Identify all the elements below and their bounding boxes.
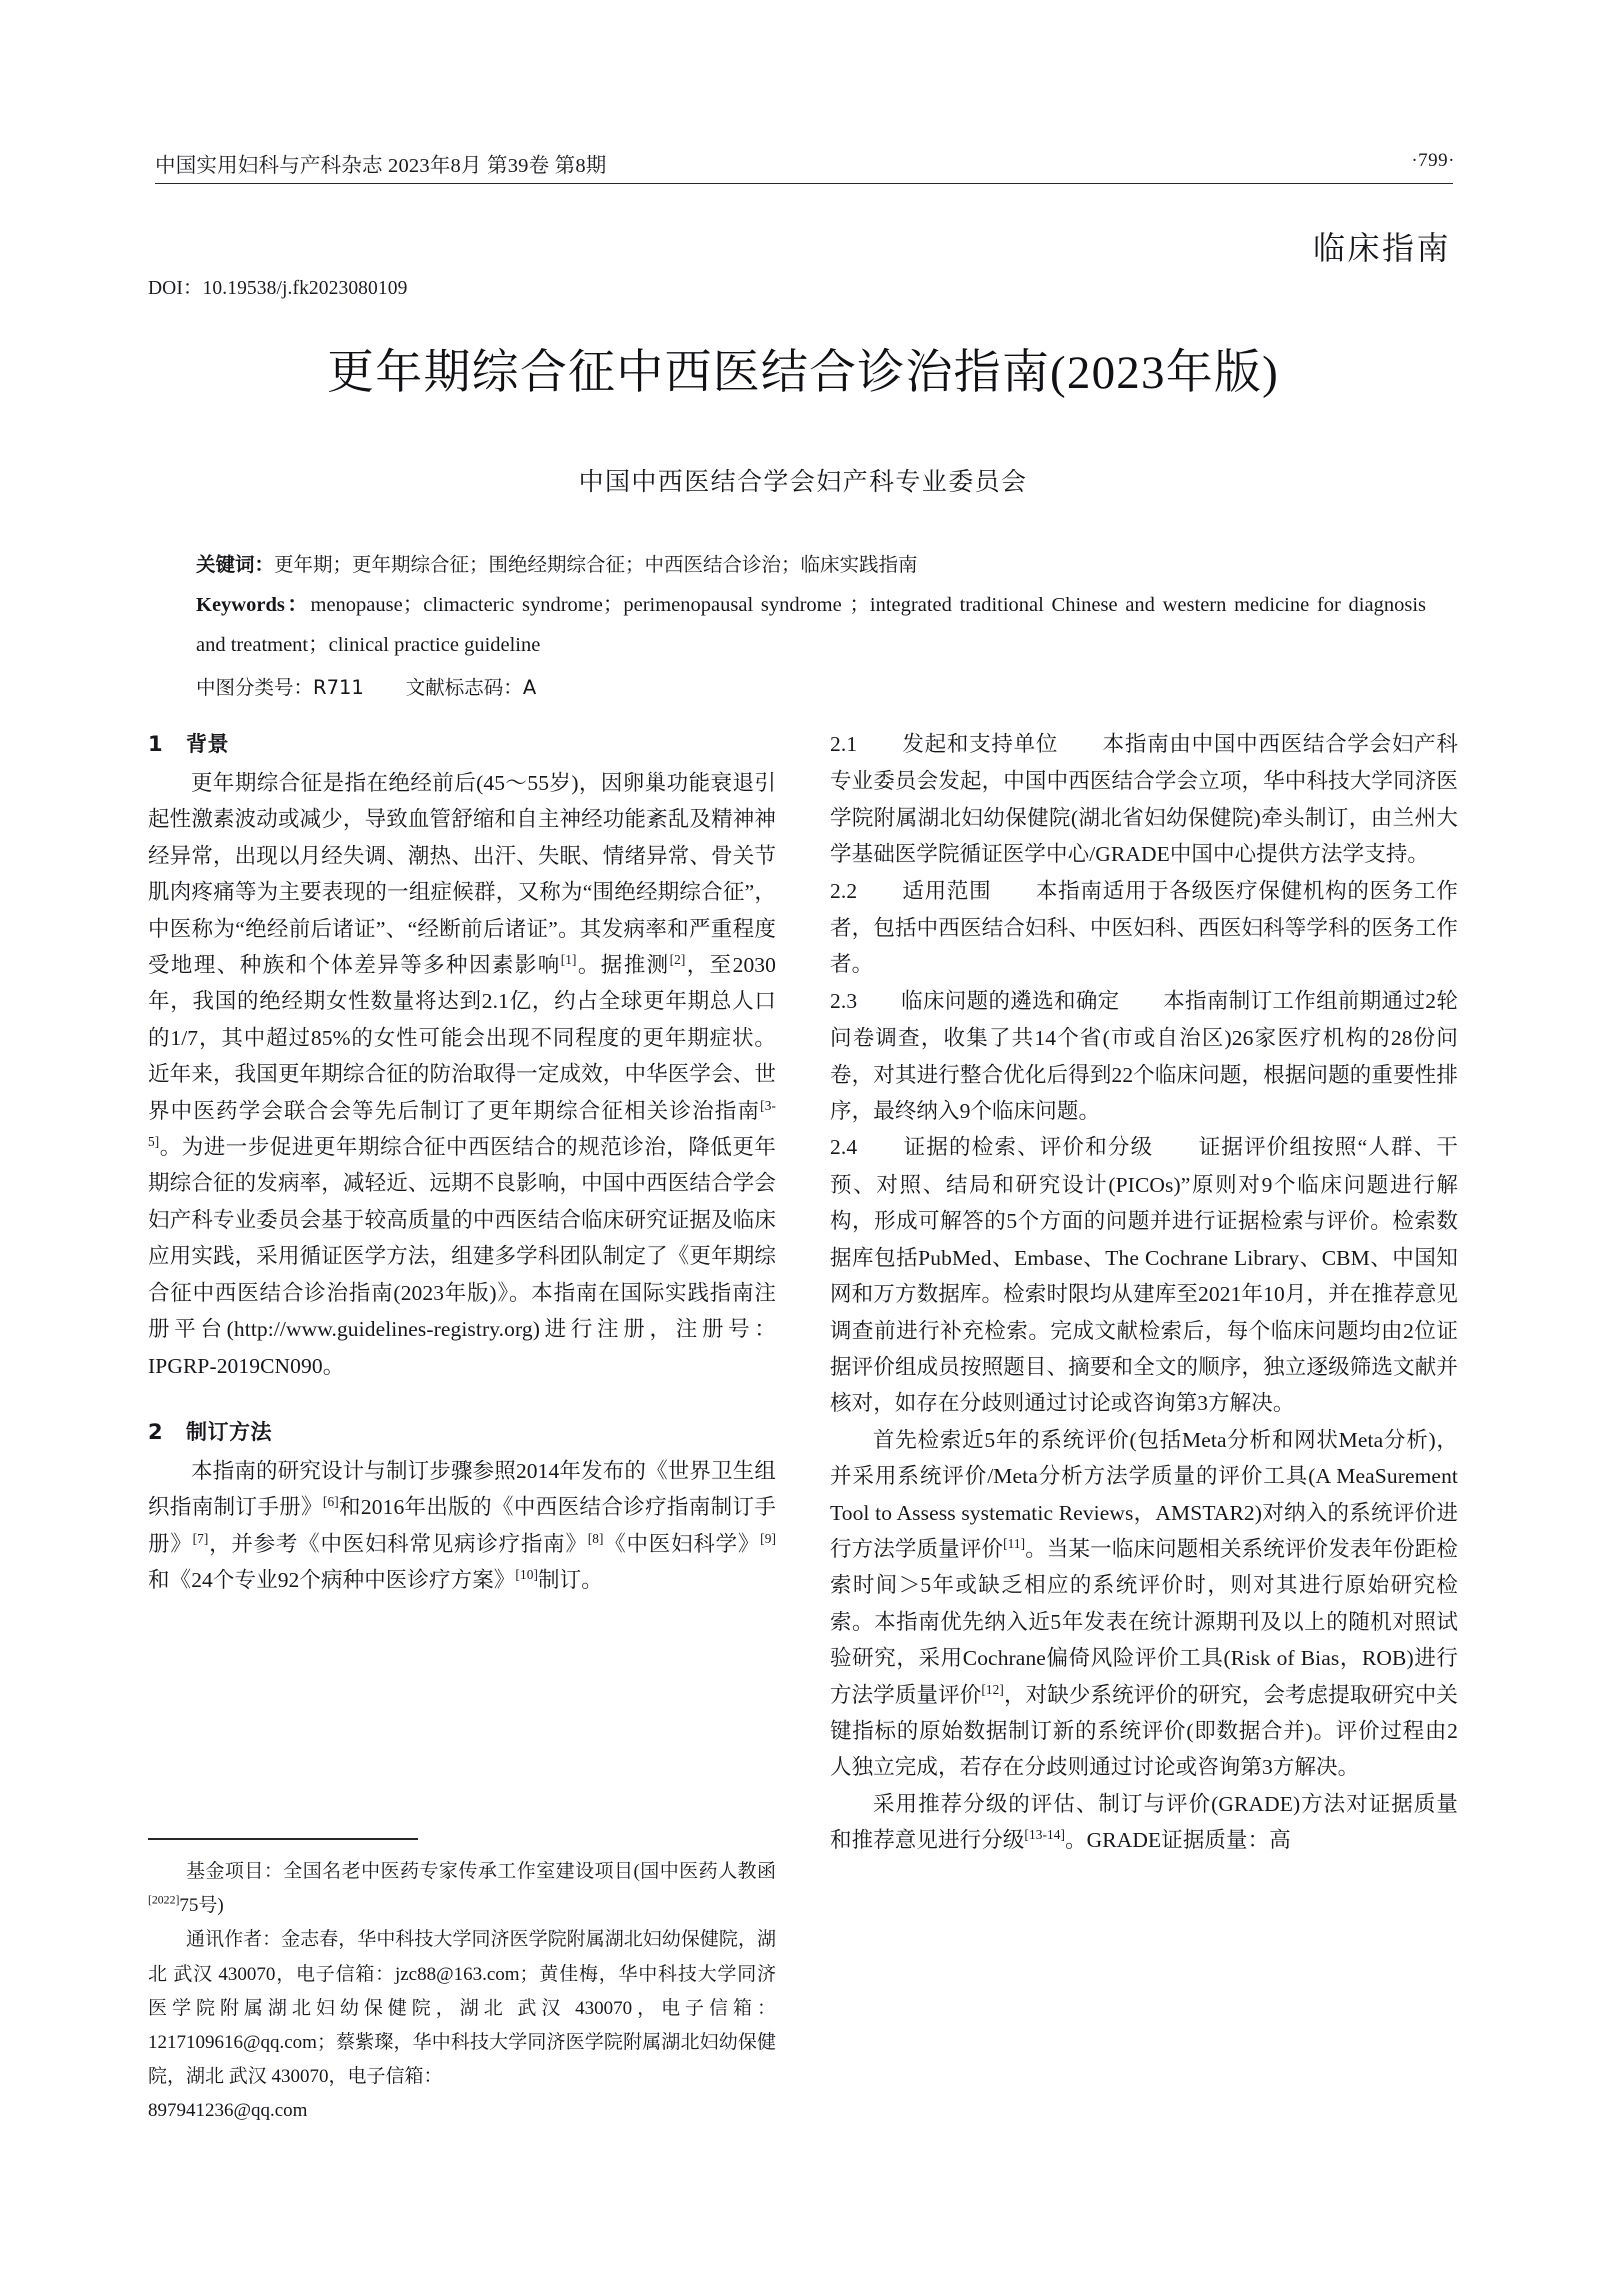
subsection-2-1-title: 发起和支持单位 xyxy=(902,732,1059,757)
author-organization: 中国中西医结合学会妇产科专业委员会 xyxy=(578,467,1028,496)
section-2-title: 制订方法 xyxy=(186,1419,272,1444)
paragraph-grade: 采用推荐分级的评估、制订与评价(GRADE)方法对证据质量和推荐意见进行分级[13-14]。GRADE证据质量：高 xyxy=(830,1791,1458,1853)
left-column xyxy=(148,726,776,1599)
subsection-2-4 xyxy=(830,1129,1458,1421)
reference-marker: [13-14] xyxy=(1024,1827,1066,1843)
subsection-2-3-text: 本指南制订工作组前期通过2轮问卷调查，收集了共14个省(市或自治区)26家医疗机构的28份问卷，对其进行整合优化后得到22个临床问题，根据问题的重要性排序，最终纳入9个临床问题。 xyxy=(830,988,1458,1124)
page-title: 更年期综合征中西医结合诊治指南(2023年版) xyxy=(327,347,1279,399)
reference-marker: [8] xyxy=(587,1530,604,1546)
keywords-cn-label: 关键词： xyxy=(196,553,275,576)
doccode-value: A xyxy=(522,676,537,699)
section-2-number: 2 xyxy=(148,1419,164,1444)
clc-value: R711 xyxy=(313,676,364,699)
running-head xyxy=(155,148,1455,182)
subsection-2-4-title: 证据的检索、评价和分级 xyxy=(903,1135,1154,1161)
reference-marker: [9] xyxy=(760,1530,777,1546)
section-spacer xyxy=(148,1384,776,1414)
reference-marker: [11] xyxy=(1003,1535,1026,1551)
section-1-heading xyxy=(148,726,776,762)
section-1-paragraph: 更年期综合征是指在绝经前后(45～55岁)，因卵巢功能衰退引起性激素波动或减少，导致血管舒缩和自主神经功能紊乱及精神神经异常，出现以月经失调、潮热、出汗、失眠、情绪异常、骨关节肌肉疼痛等为主要表现的一组症候群，又称为“围绝经期综合征”，中医称为“绝经前后诸证”、“经断前后诸证”。其发病率和严重程度受地理、种族和个体差异等多种因素影响[1]。据推测[2]，至2030年，我国的绝经期女性数量将达到2.1亿，约占全球更年期总人口的1/7，其中超过85%的女性可能会出现不同程度的更年期症状。近年来，我国更年期综合征的防治取得一定成效，中华医学会、世界中医药学会联合会等先后制订了更年期综合征相关诊治指南[3-5]。为进一步促进更年期综合征中西医结合的规范诊治，降低更年期综合征的发病率，减轻近、远期不良影响，中国中西医结合学会妇产科专业委员会基于较高质量的中西医结合临床研究证据及临床应用实践，采用循证医学方法，组建多学科团队制定了《更年期综合征中西医结合诊治指南(2023年版)》。本指南在国际实践指南注册平台(http://www.guidelines-registry.org)进行注册，注册号：IPGRP-2019CN090。 xyxy=(148,771,777,1378)
clc-label: 中图分类号： xyxy=(196,676,314,699)
journal-issue-line: 中国实用妇科与产科杂志 2023年8月 第39卷 第8期 xyxy=(155,155,607,177)
section-1-title: 背景 xyxy=(186,732,229,756)
reference-marker: [12] xyxy=(981,1681,1004,1697)
keywords-block xyxy=(196,545,1426,708)
article-category-label: 临床指南 xyxy=(1312,230,1451,266)
subsection-2-1 xyxy=(830,726,1458,873)
footnote-divider xyxy=(148,1838,418,1840)
footnote-corresponding: 通讯作者：金志春，华中科技大学同济医学院附属湖北妇幼保健院，湖北 武汉 430070，电子信箱：jzc88@163.com；黄佳梅，华中科技大学同济医学院附属湖北妇幼保健院，湖北 武汉 430070，电子信箱：1217109616@qq.com；蔡紫璨，华中科技大学同济医学院附属湖北妇幼保健院，湖北 武汉 430070，电子信箱： xyxy=(148,1929,776,2088)
footnote-corresponding-tail: 897941236@qq.com xyxy=(148,2100,308,2122)
footnote-funding: 基金项目：全国名老中医药专家传承工作室建设项目(国中医药人教函[2022]75号) xyxy=(148,1861,776,1917)
section-2-heading xyxy=(148,1414,776,1450)
subsection-2-3 xyxy=(830,983,1458,1130)
reference-marker: [1] xyxy=(560,951,577,967)
subsection-2-3-title: 临床问题的遴选和确定 xyxy=(901,988,1120,1014)
subsection-2-4-text: 证据评价组按照“人群、干预、对照、结局和研究设计(PICOs)”原则对9个临床问题进行解构，形成可解答的5个方面的问题并进行证据检索与评价。检索数据库包括PubMed、Embase、The Cochrane Library、CBM、中国知网和万方数据库。检索时限均从建库至2021年10月，并在推荐意见调查前进行补充检索。完成文献检索后，每个临床问题均由2位证据评价组成员按照题目、摘要和全文的顺序，独立逐级筛选文献并核对，如存在分歧则通过讨论或咨询第3方解决。 xyxy=(830,1135,1458,1416)
subsection-2-2-number: 2.2 xyxy=(830,878,858,903)
doi-line: DOI：10.19538/j.fk2023080109 xyxy=(148,278,408,299)
reference-marker: [7] xyxy=(192,1530,209,1546)
keywords-chinese xyxy=(196,545,1426,585)
reference-marker: [2] xyxy=(669,951,686,967)
reference-marker: [10] xyxy=(515,1566,539,1582)
reference-marker: [2022] xyxy=(148,1893,180,1907)
subsection-2-2-text: 本指南适用于各级医疗保健机构的医务工作者，包括中西医结合妇科、中医妇科、西医妇科等学科的医务工作者。 xyxy=(830,878,1459,977)
subsection-2-4-number: 2.4 xyxy=(830,1135,858,1160)
keywords-en-value: menopause；climacteric syndrome；perimenopausal syndrome ；integrated traditional Chinese and western medicine for diagnosis and treatment；clinical practice guideline xyxy=(196,594,1427,656)
footnote-block xyxy=(148,1855,776,2129)
reference-marker: [3-5] xyxy=(148,1097,776,1149)
section-1-number: 1 xyxy=(148,732,164,756)
paragraph-amstar: 首先检索近5年的系统评价(包括Meta分析和网状Meta分析)，并采用系统评价/Meta分析方法学质量的评价工具(A MeaSurement Tool to Assess systematic Reviews，AMSTAR2)对纳入的系统评价进行方法学质量评价[11]。当某一临床问题相关系统评价发表年份距检索时间＞5年或缺乏相应的系统评价时，则对其进行原始研究检索。本指南优先纳入近5年发表在统计源期刊及以上的随机对照试验研究，采用Cochrane偏倚风险评价工具(Risk of Bias，ROB)进行方法学质量评价[12]，对缺少系统评价的研究，会考虑提取研究中关键指标的原始数据制订新的系统评价(即数据合并)。评价过程由2人独立完成，若存在分歧则通过讨论或咨询第3方解决。 xyxy=(830,1427,1459,1780)
keywords-english xyxy=(196,585,1426,665)
section-2-paragraph: 本指南的研究设计与制订步骤参照2014年发布的《世界卫生组织指南制订手册》[6]和2016年出版的《中西医结合诊疗指南制订手册》[7]，并参考《中医妇科常见病诊疗指南》[8]《中医妇科学》[9]和《24个专业92个病种中医诊疗方案》[10]制订。 xyxy=(148,1458,777,1593)
subsection-2-3-number: 2.3 xyxy=(830,988,858,1013)
keywords-en-label: Keywords： xyxy=(196,594,311,616)
subsection-2-1-text: 本指南由中国中西医结合学会妇产科专业委员会发起，中国中西医结合学会立项，华中科技大学同济医学院附属湖北妇幼保健院(湖北省妇幼保健院)牵头制订，由兰州大学基础医学院循证医学中心/GRADE中国中心提供方法学支持。 xyxy=(830,732,1459,867)
doccode-label: 文献标志码： xyxy=(405,676,523,699)
page-number: ·799· xyxy=(1411,150,1455,171)
subsection-2-2-title: 适用范围 xyxy=(902,878,992,904)
subsection-2-1-number: 2.1 xyxy=(830,732,858,756)
classification-line xyxy=(196,668,1426,708)
reference-marker: [6] xyxy=(322,1494,339,1510)
right-column xyxy=(830,726,1458,1859)
running-head-rule xyxy=(155,183,1453,184)
subsection-2-2 xyxy=(830,873,1458,983)
keywords-cn-value: 更年期；更年期综合征；围绝经期综合征；中西医结合诊治；临床实践指南 xyxy=(274,553,918,576)
